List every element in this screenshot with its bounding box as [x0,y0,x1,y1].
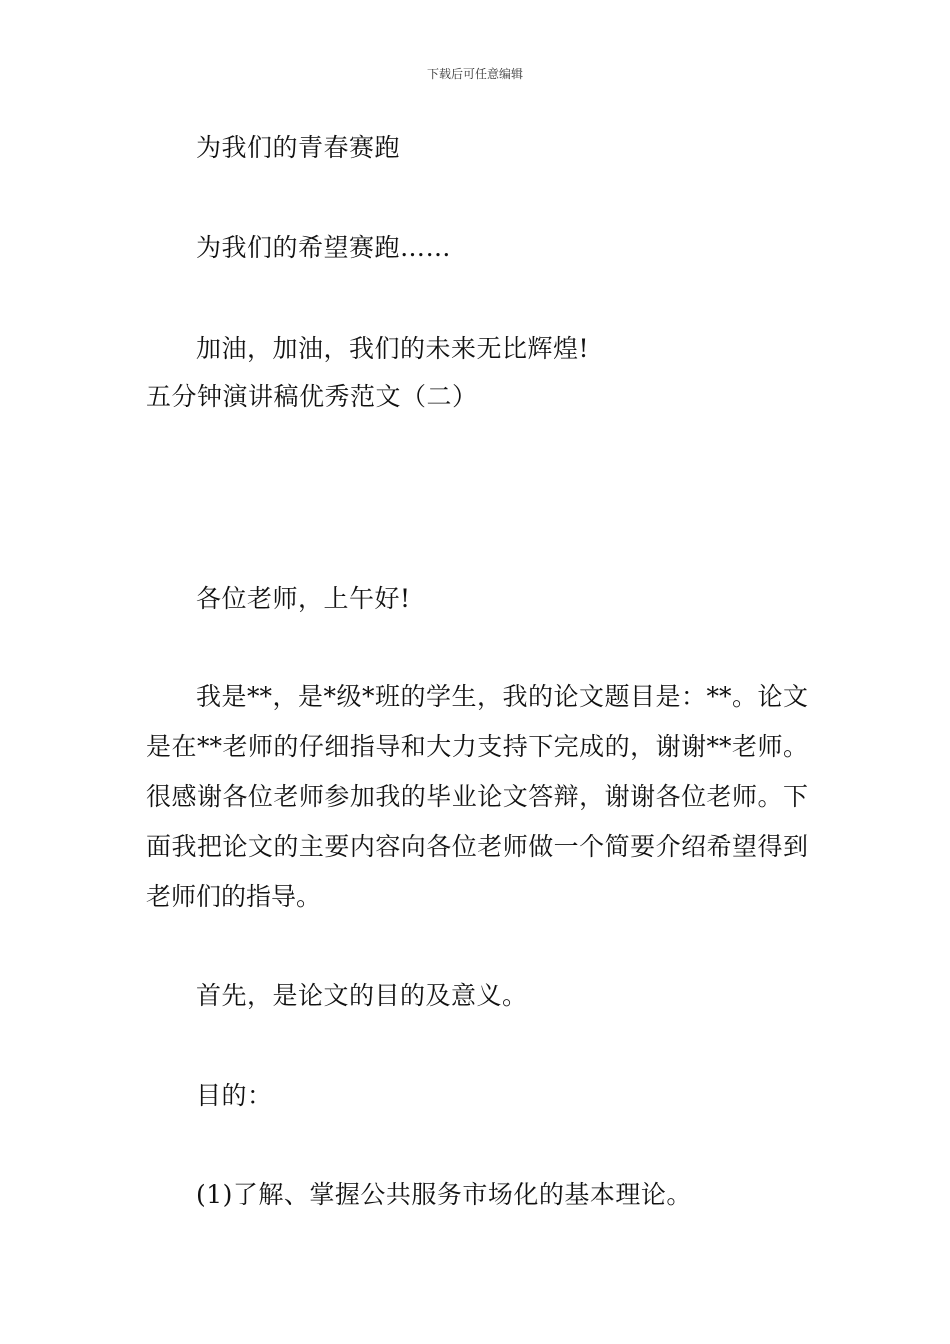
text-line-cheer: 加油，加油，我们的未来无比辉煌! [196,334,590,363]
text-line-youth: 为我们的青春赛跑 [196,133,401,162]
text-line-hope: 为我们的希望赛跑…… [196,233,452,262]
page-header: 下载后可任意编辑 [426,67,523,81]
list-item-1: (1)了解、掌握公共服务市场化的基本理论。 [196,1180,692,1209]
first-point-line: 首先，是论文的目的及意义。 [196,981,528,1010]
purpose-label: 目的： [196,1081,273,1110]
greeting-line: 各位老师，上午好! [196,584,411,613]
intro-paragraph: 我是**，是*级*班的学生，我的论文题目是：**。论文是在**老师的仔细指导和大力支持下完成的，谢谢**老师。很感谢各位老师参加我的毕业论文答辩，谢谢各位老师。下面我把论文的主要内容向各位老师做一个简要介绍希望得到老师们的指导。 [146,682,808,911]
section-title: 五分钟演讲稿优秀范文（二） [146,382,478,411]
